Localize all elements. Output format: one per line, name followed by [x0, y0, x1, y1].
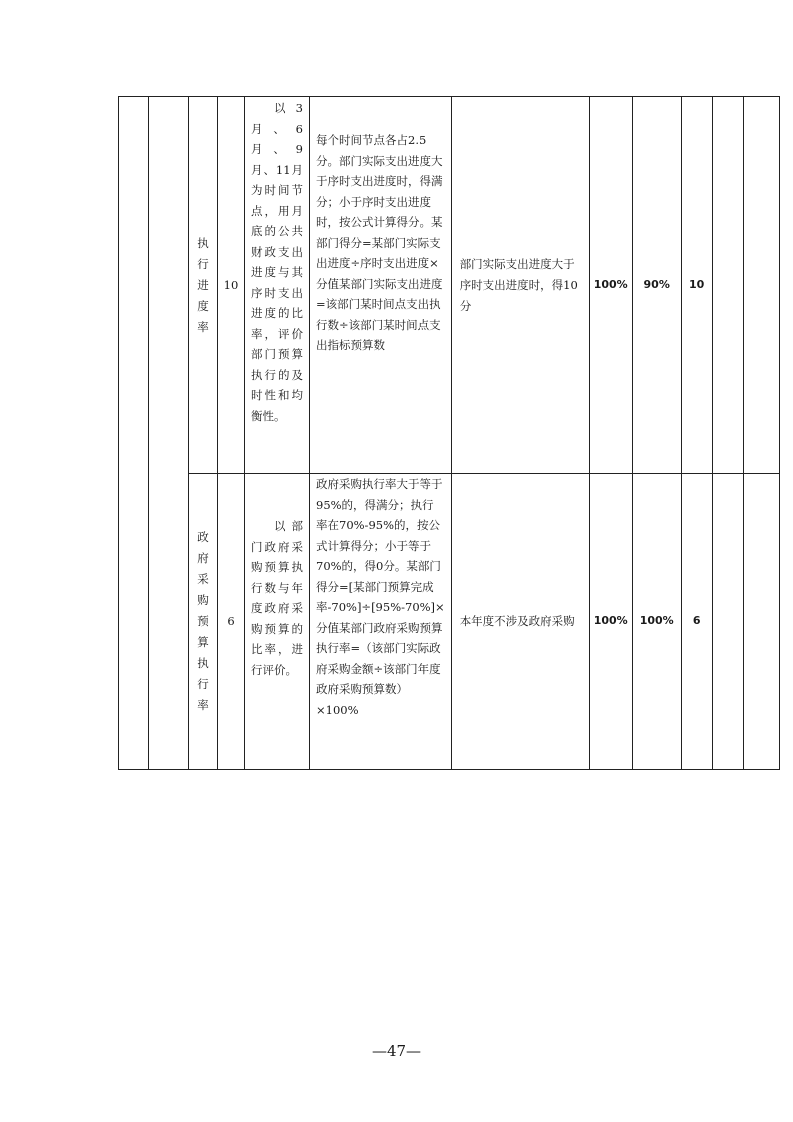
table-row [119, 474, 780, 770]
indicator-name: 执行进度率 [197, 235, 209, 334]
empty-cell [712, 97, 743, 474]
weight-cell: 6 [218, 474, 245, 770]
empty-cell [712, 474, 743, 770]
scoring-rule-cell: 政府采购执行率大于等于95%的，得满分；执行率在70%-95%的，按公式计算得分；小于等于70%的，得0分。某部门得分=[某部门预算完成率-70%]÷[95%-70%]×分值某部门政府采购预算执行率=（该部门实际政府采购金额÷该部门年度政府采购预算数）×100% [310, 474, 452, 770]
score-cell: 6 [681, 474, 712, 770]
evaluation-basis-cell: 以部门政府采购预算执行数与年度政府采购预算的比率，进行评价。 [245, 474, 310, 770]
execution-status-cell: 本年度不涉及政府采购 [451, 474, 589, 770]
target-value-cell: 100% [589, 97, 632, 474]
table-row [119, 97, 780, 474]
weight-cell: 10 [218, 97, 245, 474]
indicator-name: 政府采购预算执行率 [197, 530, 209, 712]
category-level2-cell [149, 97, 189, 770]
execution-status-cell: 部门实际支出进度大于序时支出进度时，得10分 [451, 97, 589, 474]
indicator-name-cell [189, 97, 218, 474]
performance-evaluation-table [118, 96, 780, 770]
indicator-name-cell [189, 474, 218, 770]
page-number: —47— [371, 1042, 422, 1060]
actual-value-cell: 100% [632, 474, 681, 770]
evaluation-basis-cell: 以3月、6月、9月、11月为时间节点，用月底的公共财政支出进度与其序时支出进度的比率，评价部门预算执行的及时性和均衡性。 [245, 97, 310, 474]
category-level1-cell [119, 97, 149, 770]
empty-cell [743, 97, 779, 474]
score-cell: 10 [681, 97, 712, 474]
scoring-rule-cell: 每个时间节点各占2.5分。部门实际支出进度大于序时支出进度时，得满分；小于序时支出进度时，按公式计算得分。某部门得分=某部门实际支出进度÷序时支出进度×分值某部门实际支出进度=该部门某时间点支出执行数÷该部门某时间点支出指标预算数 [310, 97, 452, 474]
target-value-cell: 100% [589, 474, 632, 770]
empty-cell [743, 474, 779, 770]
actual-value-cell: 90% [632, 97, 681, 474]
